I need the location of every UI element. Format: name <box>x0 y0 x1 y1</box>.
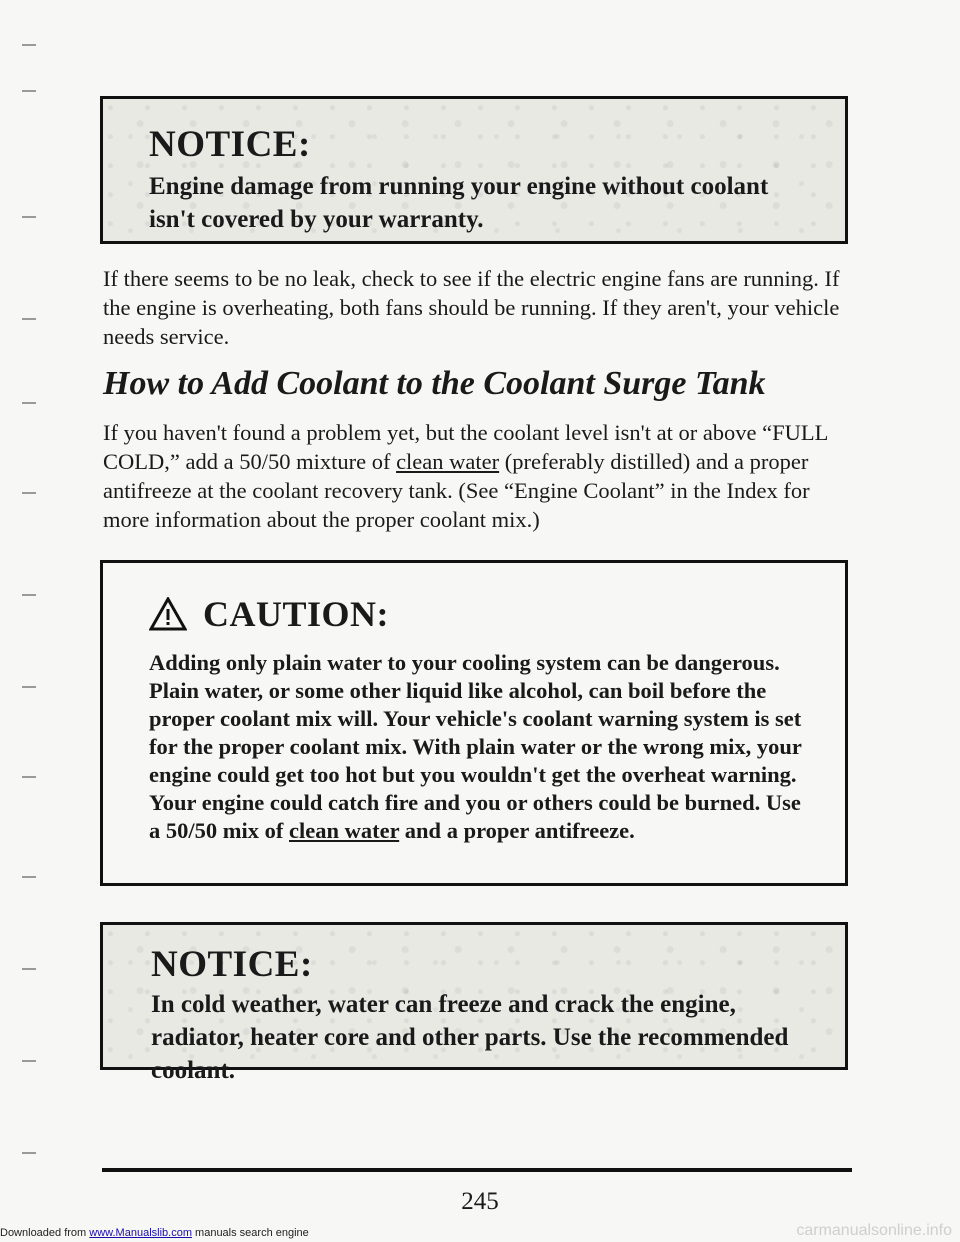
notice-box-top <box>100 96 848 244</box>
warning-triangle-icon <box>149 597 187 631</box>
caution-body <box>149 649 809 845</box>
watermark: carmanualsonline.info <box>796 1222 952 1239</box>
banner-text: Downloaded from <box>0 1227 90 1239</box>
section-paragraph <box>103 418 843 534</box>
notice-title: NOTICE: <box>149 124 311 165</box>
notice-title: NOTICE: <box>151 944 313 985</box>
margin-tick-marks <box>22 0 42 1200</box>
clean-water-underlined: clean water <box>396 449 500 474</box>
download-banner <box>0 1227 309 1239</box>
caution-text: and a proper antifreeze. <box>399 818 635 843</box>
caution-title: CAUTION: <box>203 594 390 634</box>
caution-box <box>100 560 848 886</box>
banner-text: manuals search engine <box>191 1227 309 1239</box>
clean-water-underlined: clean water <box>289 818 400 843</box>
intro-paragraph: If there seems to be no leak, check to see if the electric engine fans are running. If the engine is overheating, both fans should be running. If they aren't, your vehicle needs service. <box>103 266 840 349</box>
paragraph-text: (preferably distilled) and a proper antifreeze at the coolant recovery tank. (See “Engine Coolant” in the Index for more information about the proper coolant mix.) <box>103 449 810 532</box>
footer-rule <box>102 1168 852 1172</box>
caution-header <box>149 593 845 635</box>
notice-box-bottom <box>100 922 848 1084</box>
manualslib-link[interactable]: www.Manualslib.com <box>89 1227 192 1239</box>
notice-body: In cold weather, water can freeze and crack the engine, radiator, heater core and other parts. Use the recommended coolant. <box>151 991 789 1084</box>
paragraph-text: If you haven't found a problem yet, but the coolant level isn't at or above “FULL COLD,” add a 50/50 mixture of <box>103 420 828 474</box>
section-heading: How to Add Coolant to the Coolant Surge Tank <box>103 365 766 402</box>
page-number: 245 <box>461 1188 499 1215</box>
notice-body: Engine damage from running your engine without coolant isn't covered by your warranty. <box>149 173 769 233</box>
caution-text: Adding only plain water to your cooling system can be dangerous. Plain water, or some other liquid like alcohol, can boil before the proper coolant mix will. Your vehicle's coolant warning system is set for the proper coolant mix. With plain water or the wrong mix, your engine could get too hot but you wouldn't get the overheat warning. Your engine could catch fire and you or others could be burned. Use a 50/50 mix of <box>149 650 802 843</box>
